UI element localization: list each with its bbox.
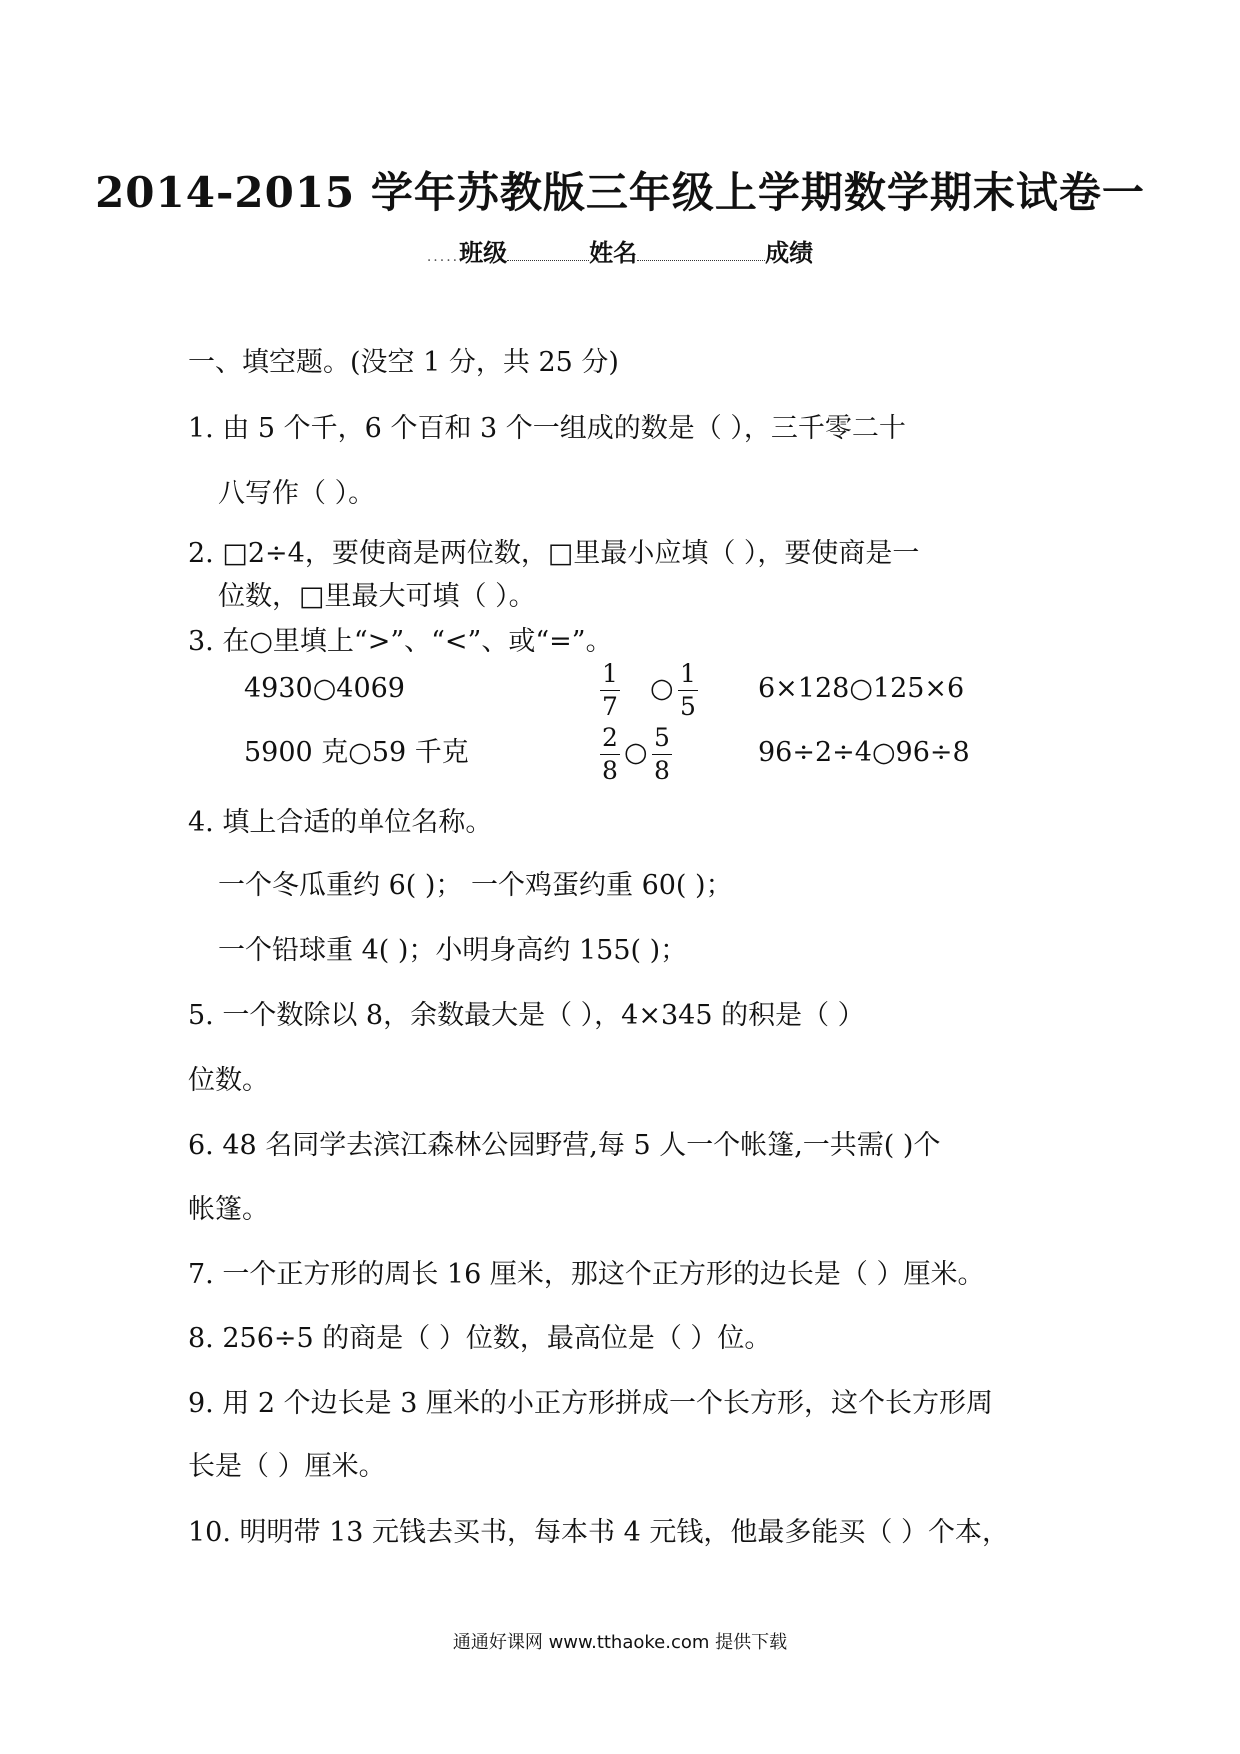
question-8: 8. 256÷5 的商是（ ）位数，最高位是（ ）位。 bbox=[188, 1323, 772, 1354]
question-4-line-3: 一个铅球重 4( )；小明身高约 155( )； bbox=[218, 935, 688, 966]
question-1-line-1: 1. 由 5 个千，6 个百和 3 个一组成的数是（ ），三千零二十 bbox=[188, 413, 906, 444]
name-label: 姓名 bbox=[589, 238, 638, 267]
fraction-numerator: 2 bbox=[602, 723, 618, 752]
compare-c: 6×128○125×6 bbox=[758, 673, 965, 704]
fraction-b-1 bbox=[598, 660, 622, 721]
question-10: 10. 明明带 13 元钱去买书，每本书 4 元钱，他最多能买（ ）个本， bbox=[188, 1517, 1009, 1548]
question-9-line-2: 长是（ ）厘米。 bbox=[188, 1451, 386, 1482]
fraction-numerator: 1 bbox=[680, 659, 696, 688]
fraction-bar bbox=[600, 690, 620, 691]
fraction-b-2 bbox=[676, 660, 700, 721]
fraction-numerator: 5 bbox=[654, 723, 670, 752]
question-7: 7. 一个正方形的周长 16 厘米，那这个正方形的边长是（ ）厘米。 bbox=[188, 1259, 985, 1290]
question-6-line-1: 6. 48 名同学去滨江森林公园野营,每 5 人一个帐篷,一共需( )个 bbox=[188, 1130, 941, 1161]
compare-f: 96÷2÷4○96÷8 bbox=[758, 737, 970, 768]
class-blank bbox=[507, 238, 589, 261]
class-label: 班级 bbox=[459, 238, 508, 267]
student-info-line bbox=[0, 233, 1240, 268]
fraction-denominator: 8 bbox=[602, 756, 618, 785]
fraction-bar bbox=[652, 754, 672, 755]
score-label: 成绩 bbox=[765, 238, 814, 267]
page-title: 2014-2015 学年苏教版三年级上学期数学期末试卷一 bbox=[95, 168, 1145, 217]
question-3-line-1: 3. 在○里填上“>”、“<”、或“=”。 bbox=[188, 626, 613, 657]
leading-dots: ..... bbox=[426, 249, 460, 265]
question-5-line-2: 位数。 bbox=[188, 1065, 269, 1096]
fraction-e-1 bbox=[598, 724, 622, 785]
fraction-denominator: 7 bbox=[602, 692, 618, 721]
compare-circle-b: ○ bbox=[650, 673, 674, 704]
name-blank bbox=[637, 238, 765, 261]
question-6-line-2: 帐篷。 bbox=[188, 1194, 269, 1225]
fraction-numerator: 1 bbox=[602, 659, 618, 688]
question-2-line-1: 2. □2÷4，要使商是两位数，□里最小应填（ ），要使商是一 bbox=[188, 538, 920, 569]
compare-d: 5900 克○59 千克 bbox=[244, 737, 469, 768]
question-5-line-1: 5. 一个数除以 8，余数最大是（ ），4×345 的积是（ ） bbox=[188, 1000, 865, 1031]
fraction-e-2 bbox=[650, 724, 674, 785]
fraction-bar bbox=[678, 690, 698, 691]
fraction-bar bbox=[600, 754, 620, 755]
fraction-denominator: 8 bbox=[654, 756, 670, 785]
compare-a: 4930○4069 bbox=[244, 673, 405, 704]
question-9-line-1: 9. 用 2 个边长是 3 厘米的小正方形拼成一个长方形，这个长方形周 bbox=[188, 1388, 994, 1419]
question-2-line-2: 位数，□里最大可填（ ）。 bbox=[218, 581, 536, 612]
page-footer: 通通好课网 www.tthaoke.com 提供下载 bbox=[452, 1632, 788, 1653]
fraction-denominator: 5 bbox=[680, 692, 696, 721]
question-4-line-1: 4. 填上合适的单位名称。 bbox=[188, 807, 493, 838]
question-1-line-2: 八写作（ ）。 bbox=[218, 478, 376, 509]
question-4-line-2: 一个冬瓜重约 6( )； 一个鸡蛋约重 60( )； bbox=[218, 870, 733, 901]
compare-circle-e: ○ bbox=[624, 737, 648, 768]
section-heading: 一、填空题。(没空 1 分，共 25 分) bbox=[188, 347, 619, 378]
